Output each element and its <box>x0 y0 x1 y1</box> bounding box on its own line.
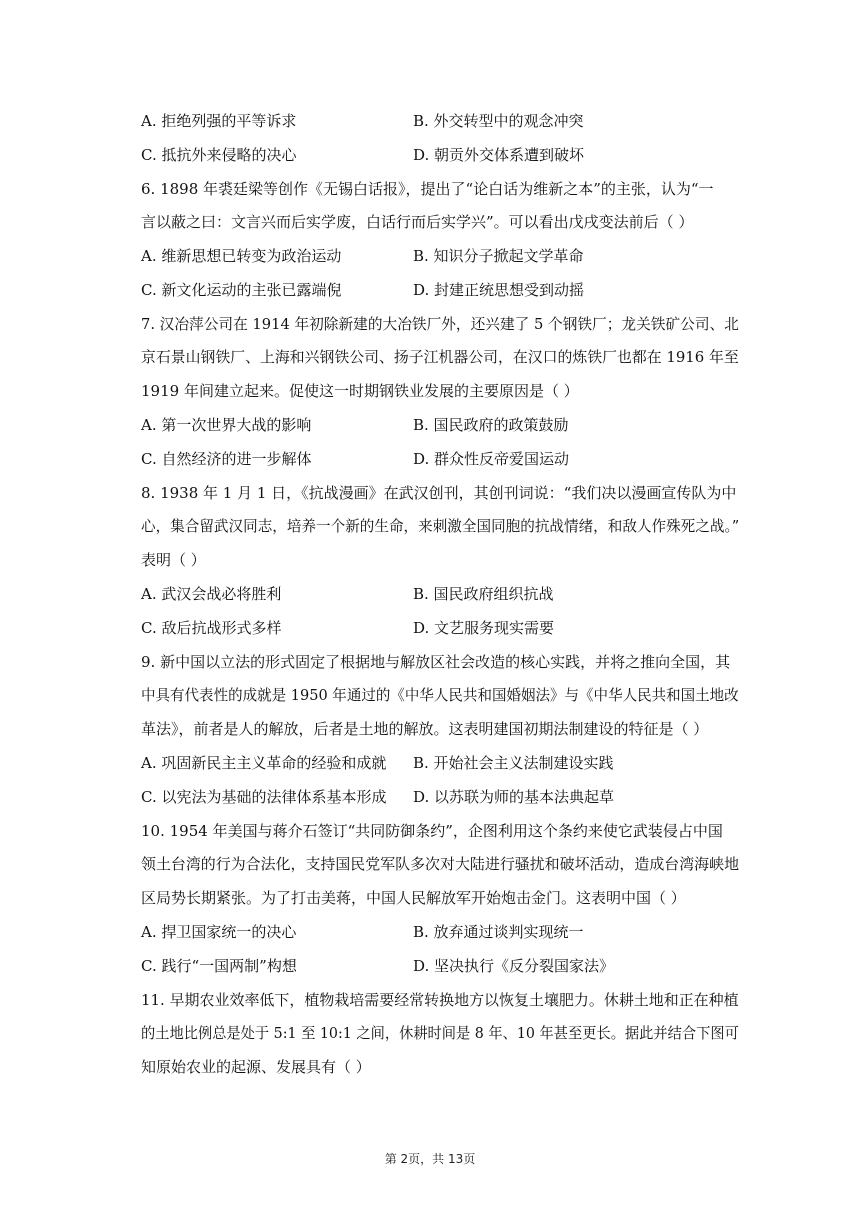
q6-option-d[interactable]: D. 封建正统思想受到动摇 <box>413 281 585 299</box>
q9-stem-line-3: 革法》，前者是人的解放，后者是土地的解放。这表明建国初期法制建设的特征是（ ） <box>141 720 709 738</box>
q6-stem-line-2: 言以蔽之曰：文言兴而后实学废，白话行而后实学兴”。可以看出戊戌变法前后（ ） <box>141 213 694 231</box>
q6-option-b[interactable]: B. 知识分子掀起文学革命 <box>413 247 584 265</box>
q7-option-a[interactable]: A. 第一次世界大战的影响 <box>141 416 312 434</box>
q10-options-row-1 <box>141 922 741 944</box>
q5-option-a[interactable]: A. 拒绝列强的平等诉求 <box>141 112 297 130</box>
q11-stem-line-2: 的土地比例总是处于 5:1 至 10:1 之间，休耕时间是 8 年、10 年甚至更长。据此并结合下图可 <box>141 1024 739 1042</box>
q7-stem-line-1: 7. 汉冶萍公司在 1914 年初除新建的大冶铁厂外，还兴建了 5 个钢铁厂；龙关铁矿公司、北 <box>141 315 739 333</box>
q10-options-row-2 <box>141 956 741 978</box>
q8-options-row-2 <box>141 618 741 640</box>
q5-options-row-1 <box>141 111 741 133</box>
q9-option-a[interactable]: A. 巩固新民主主义革命的经验和成就 <box>141 754 387 772</box>
q6-options-row-2 <box>141 280 741 302</box>
q5-options-row-2 <box>141 145 741 167</box>
q8-options-row-1 <box>141 584 741 606</box>
q9-options-row-2 <box>141 787 741 809</box>
q10-option-b[interactable]: B. 放弃通过谈判实现统一 <box>413 923 584 941</box>
q10-option-d[interactable]: D. 坚决执行《反分裂国家法》 <box>413 957 615 975</box>
q6-options-row-1 <box>141 246 741 268</box>
q9-stem-line-2: 中具有代表性的成就是 1950 年通过的《中华人民共和国婚姻法》与《中华人民共和国土地改 <box>141 686 739 704</box>
q6-stem-line-1: 6. 1898 年裘廷梁等创作《无锡白话报》，提出了“论白话为维新之本”的主张，认为“一 <box>141 180 714 198</box>
q8-option-d[interactable]: D. 文艺服务现实需要 <box>413 619 555 637</box>
q8-stem-line-2: 心，集合留武汉同志，培养一个新的生命，来刺激全国同胞的抗战情绪，和敌人作殊死之战。” <box>141 517 740 535</box>
q7-options-row-2 <box>141 449 741 471</box>
q7-stem-line-2: 京石景山钢铁厂、上海和兴钢铁公司、扬子江机器公司，在汉口的炼铁厂也都在 1916 年至 <box>141 348 739 366</box>
q11-stem-line-1: 11. 早期农业效率低下，植物栽培需要经常转换地方以恢复土壤肥力。休耕土地和正在种植 <box>141 991 739 1009</box>
q10-stem-line-2: 领土台湾的行为合法化，支持国民党军队多次对大陆进行骚扰和破坏活动，造成台湾海峡地 <box>141 855 740 873</box>
q8-option-a[interactable]: A. 武汉会战必将胜利 <box>141 585 282 603</box>
q8-stem-line-1: 8. 1938 年 1 月 1 日，《抗战漫画》在武汉创刊，其创刊词说：“我们决以漫画宣传队为中 <box>141 484 737 502</box>
q5-option-c[interactable]: C. 抵抗外来侵略的决心 <box>141 146 297 164</box>
q10-option-c[interactable]: C. 践行“一国两制”构想 <box>141 957 297 975</box>
q8-option-c[interactable]: C. 敌后抗战形式多样 <box>141 619 282 637</box>
q9-options-row-1 <box>141 753 741 775</box>
q10-stem-line-1: 10. 1954 年美国与蒋介石签订“共同防御条约”，企图利用这个条约来使它武装侵占中国 <box>141 822 723 840</box>
q10-option-a[interactable]: A. 捍卫国家统一的决心 <box>141 923 297 941</box>
q9-option-d[interactable]: D. 以苏联为师的基本法典起草 <box>413 788 615 806</box>
q8-stem-line-3: 表明（ ） <box>141 551 206 569</box>
q8-option-b[interactable]: B. 国民政府组织抗战 <box>413 585 554 603</box>
q5-option-b[interactable]: B. 外交转型中的观念冲突 <box>413 112 584 130</box>
q7-option-d[interactable]: D. 群众性反帝爱国运动 <box>413 450 570 468</box>
q9-option-c[interactable]: C. 以宪法为基础的法律体系基本形成 <box>141 788 387 806</box>
q7-option-b[interactable]: B. 国民政府的政策鼓励 <box>413 416 569 434</box>
page-footer: 第 2页，共 13页 <box>384 1152 476 1166</box>
q7-options-row-1 <box>141 415 741 437</box>
q9-stem-line-1: 9. 新中国以立法的形式固定了根据地与解放区社会改造的核心实践，并将之推向全国，其 <box>141 653 731 671</box>
q6-option-c[interactable]: C. 新文化运动的主张已露端倪 <box>141 281 342 299</box>
q7-stem-line-3: 1919 年间建立起来。促使这一时期钢铁业发展的主要原因是（ ） <box>141 382 579 400</box>
q10-stem-line-3: 区局势长期紧张。为了打击美蒋，中国人民解放军开始炮击金门。这表明中国（ ） <box>141 889 686 907</box>
q9-option-b[interactable]: B. 开始社会主义法制建设实践 <box>413 754 614 772</box>
q5-option-d[interactable]: D. 朝贡外交体系遭到破坏 <box>413 146 585 164</box>
q11-stem-line-3: 知原始农业的起源、发展具有（ ） <box>141 1058 371 1076</box>
q6-option-a[interactable]: A. 维新思想已转变为政治运动 <box>141 247 342 265</box>
q7-option-c[interactable]: C. 自然经济的进一步解体 <box>141 450 312 468</box>
